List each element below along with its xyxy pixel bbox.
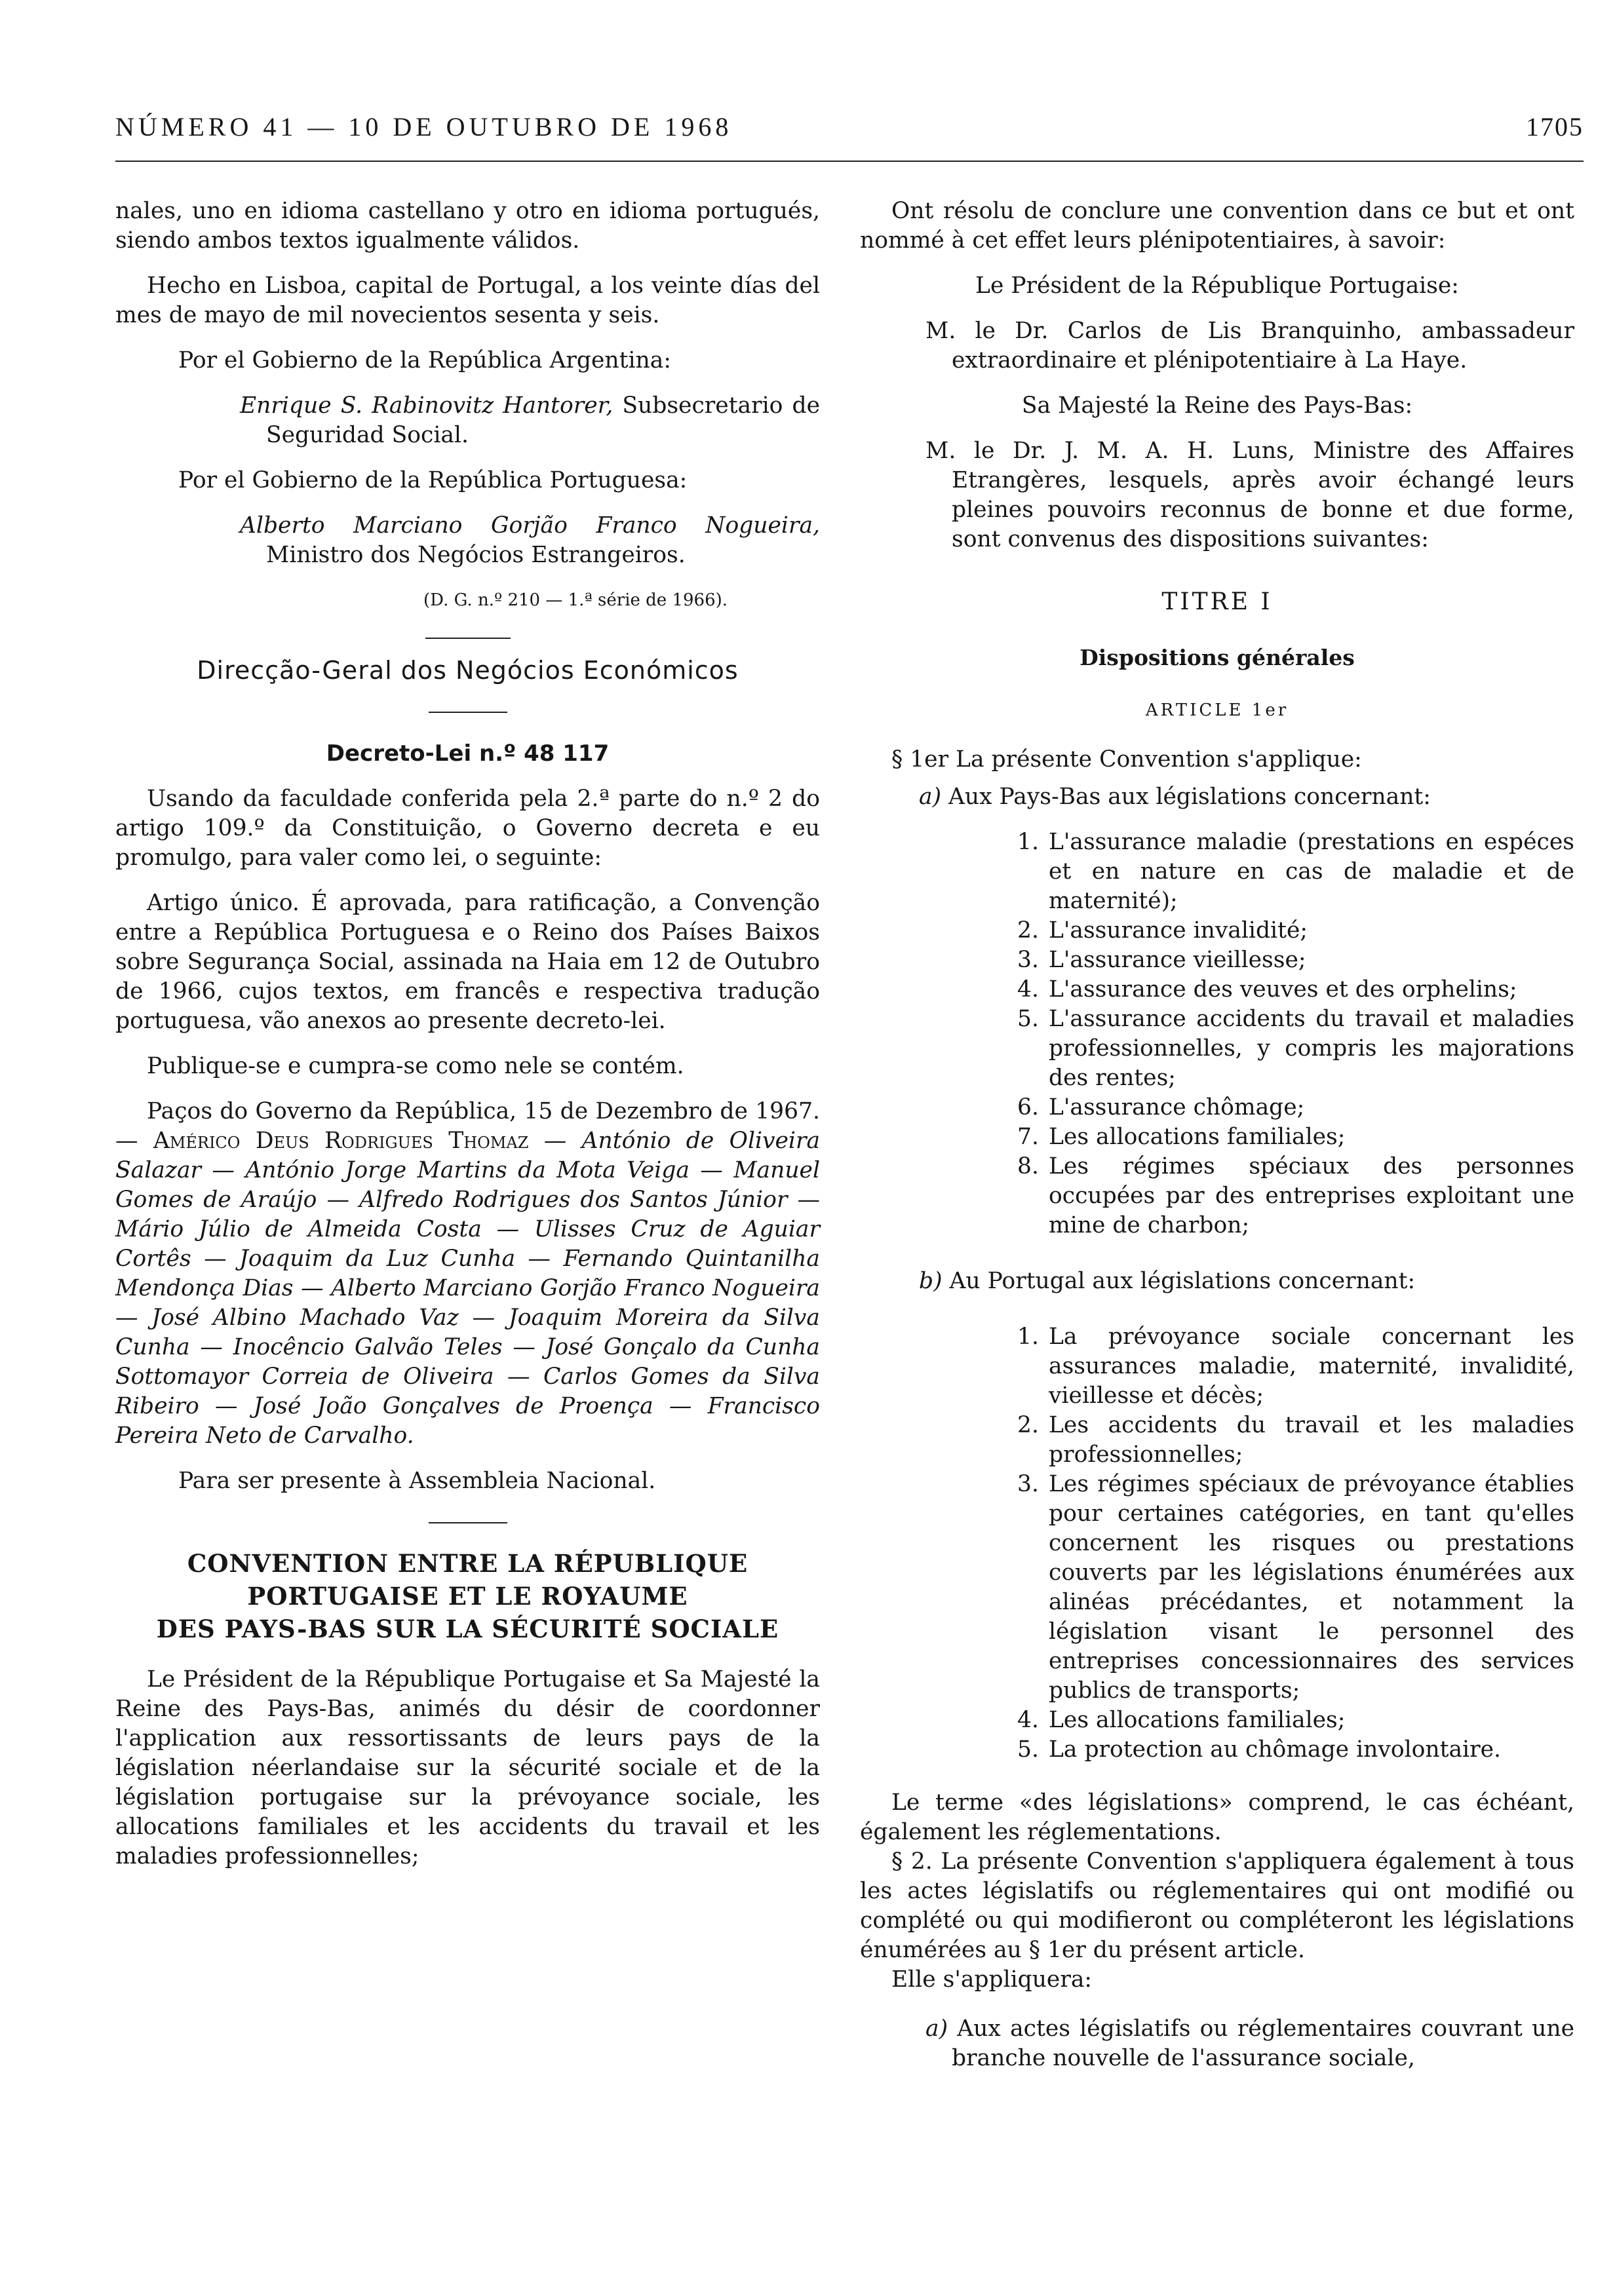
- list-intro-text: Au Portugal aux législations concernant:: [949, 1268, 1416, 1294]
- list-item-text: L'assurance invalidité;: [1049, 917, 1308, 944]
- list-item: [1017, 916, 1574, 946]
- list-item: [1017, 975, 1574, 1004]
- list-marker: a): [925, 2016, 948, 2042]
- list-item-text: L'assurance chômage;: [1049, 1094, 1305, 1120]
- list-intro: [860, 2014, 1574, 2073]
- list-item: [1017, 1122, 1574, 1152]
- signature-label: Por el Gobierno de la República Argentina:: [178, 347, 671, 373]
- paragraph: Hecho en Lisboa, capital de Portugal, a los veinte días del mes de mayo de mil novecientos sesenta y seis.: [115, 273, 820, 328]
- paragraph: Usando da faculdade conferida pela 2.ª parte do n.º 2 do artigo 109.º da Constituição, o Governo decreta e eu promulgo, para valer como lei, o seguinte:: [115, 786, 820, 871]
- paragraph: § 2. La présente Convention s'appliquera également à tous les actes législatifs ou réglementaires qui ont modifié ou complété ou qui modifieront ou compléteront les législations énumérées au § 1er du présent article.: [860, 1848, 1574, 1963]
- list-intro: [860, 1267, 1574, 1296]
- paragraph: Artigo único. É aprovada, para ratificação, a Convenção entre a República Portuguesa e o Reino dos Países Baixos sobre Segurança Social, assinada na Haia em 12 de Outubro de 1966, cujos textos, em francês e respectiva tradução portuguesa, vão anexos ao presente decreto-lei.: [115, 890, 820, 1034]
- paragraph: Ont résolu de conclure une convention dans ce but et ont nommé à cet effet leurs plénipotentiaires, à savoir:: [860, 198, 1574, 254]
- list-portugal: [860, 1322, 1574, 1765]
- issue-header: NÚMERO 41 — 10 DE OUTUBRO DE 1968: [115, 112, 733, 142]
- signatory-name: Enrique S. Rabinovitz Hantorer,: [240, 392, 613, 419]
- gazette-reference: (D. G. n.º 210 — 1.ª série de 1966).: [423, 590, 728, 610]
- separator: [429, 1522, 507, 1523]
- list-item-text: L'assurance des veuves et des orphelins;: [1049, 976, 1517, 1003]
- list-item-number: 4.: [1017, 976, 1039, 1003]
- paragraph: Para ser presente à Assembleia Nacional.: [178, 1468, 656, 1494]
- signatory-role: Ministro dos Negócios Estrangeiros.: [266, 542, 686, 568]
- list-item: [1017, 828, 1574, 916]
- president-name: Américo Deus Rodrigues Thomaz: [153, 1128, 529, 1154]
- paragraph: Publique-se e cumpra-se como nele se contém.: [147, 1053, 684, 1079]
- list-item-number: 5.: [1017, 1006, 1039, 1032]
- paragraph: Le Président de la République Portugaise:: [975, 273, 1459, 299]
- paragraph: M. le Dr. J. M. A. H. Luns, Ministre des Affaires Etrangères, lesquels, après avoir échangé leurs pleines pouvoirs reconnus de bonne et due forme, sont convenus des dispositions suivantes:: [925, 438, 1574, 552]
- list-item: [1017, 1004, 1574, 1093]
- paragraph: M. le Dr. Carlos de Lis Branquinho, ambassadeur extraordinaire et plénipotentiaire à La Haye.: [925, 318, 1574, 373]
- list-intro-text: Aux Pays-Bas aux législations concernant:: [948, 784, 1431, 810]
- list-item-number: 7.: [1017, 1124, 1039, 1150]
- ministers-names: — António de Oliveira Salazar — António Jorge Martins da Mota Veiga — Manuel Gomes de Araújo — Alfredo Rodrigues dos Santos Júnior — Mário Júlio de Almeida Costa — Ulisses Cruz de Aguiar Cortês — Joaquim da Luz Cunha — Fernando Quintanilha Mendonça Dias — Alberto Marciano Gorjão Franco Nogueira — José Albino Machado Vaz — Joaquim Moreira da Silva Cunha — Inocêncio Galvão Teles — José Gonçalo da Cunha Sottomayor Correia de Oliveira — Carlos Gomes da Silva Ribeiro — José João Gonçalves de Proença — Francisco Pereira Neto de Carvalho.: [115, 1128, 821, 1449]
- list-item-text: La prévoyance sociale concernant les assurances maladie, maternité, invalidité, vieillesse et décès;: [1049, 1324, 1574, 1409]
- list-item: [1017, 1470, 1574, 1706]
- list-item-text: Les régimes spéciaux de prévoyance établies pour certaines catégories, en tant qu'elles concernent les risques ou prestations couverts par les législations énumérées aux alinéas précédantes, et notamment la législation visant le personnel des entreprises concessionnaires des services publics de transports;: [1049, 1471, 1574, 1704]
- list-item-text: Les allocations familiales;: [1049, 1124, 1346, 1150]
- paragraph: Le Président de la République Portugaise et Sa Majesté la Reine des Pays-Bas, animés du désir de coordonner l'application aux ressortissants de leurs pays de la législation néerlandaise sur la sécurité sociale et de la législation portugaise sur la prévoyance sociale, les allocations familiales et les accidents du travail et les maladies professionnelles;: [115, 1666, 820, 1869]
- right-column: [860, 197, 1574, 2073]
- convention-title-line: DES PAYS-BAS SUR LA SÉCURITÉ SOCIALE: [156, 1615, 779, 1643]
- title-heading: TITRE I: [1161, 588, 1273, 615]
- list-item: [1017, 1411, 1574, 1470]
- list-item-text: Les allocations familiales;: [1049, 1707, 1346, 1733]
- list-item-number: 1.: [1017, 829, 1039, 855]
- date-text: Paços do Governo da República, 15 de Dezembro de 1967. —: [115, 1098, 820, 1154]
- list-item-number: 3.: [1017, 1471, 1039, 1497]
- list-item-text: L'assurance maladie (prestations en espéces et en nature en cas de maladie et de maternité);: [1049, 829, 1574, 914]
- list-item-number: 4.: [1017, 1707, 1039, 1733]
- list-item-number: 1.: [1017, 1324, 1039, 1350]
- convention-title-line: PORTUGAISE ET LE ROYAUME: [247, 1582, 688, 1611]
- convention-title-line: CONVENTION ENTRE LA RÉPUBLIQUE: [187, 1549, 749, 1578]
- list-item-number: 3.: [1017, 947, 1039, 973]
- paragraph: nales, uno en idioma castellano y otro en idioma portugués, siendo ambos textos igualmente válidos.: [115, 198, 820, 254]
- list-intro-text: Aux actes législatifs ou réglementaires couvrant une branche nouvelle de l'assurance sociale,: [952, 2016, 1575, 2071]
- list-item-text: L'assurance vieillesse;: [1049, 947, 1306, 973]
- article-heading: ARTICLE 1er: [1145, 700, 1289, 720]
- paragraph: Le terme «des législations» comprend, le cas échéant, également les réglementations.: [860, 1789, 1574, 1845]
- paragraph: Sa Majesté la Reine des Pays-Bas:: [1021, 392, 1413, 419]
- list-item-text: La protection au chômage involontaire.: [1049, 1736, 1501, 1763]
- signature-label: Por el Gobierno de la República Portuguesa:: [178, 467, 688, 493]
- list-item-number: 8.: [1017, 1153, 1039, 1179]
- list-item-number: 2.: [1017, 1412, 1039, 1438]
- signature: [115, 511, 820, 570]
- running-header: [115, 111, 1584, 142]
- section-heading: Dispositions générales: [1080, 645, 1355, 670]
- signature: [115, 391, 820, 450]
- header-rule: [115, 161, 1584, 162]
- list-item-text: Les régimes spéciaux des personnes occupées par des entreprises exploitant une mine de charbon;: [1049, 1153, 1574, 1238]
- signatory-role: Subsecretario de Seguridad Social.: [266, 392, 820, 448]
- list-item: [1017, 946, 1574, 975]
- list-intro: [860, 782, 1574, 812]
- paragraph: § 1er La présente Convention s'applique:: [891, 746, 1362, 773]
- left-column: [115, 197, 820, 1871]
- page-number: 1705: [1526, 112, 1584, 142]
- list-item-text: Les accidents du travail et les maladies professionnelles;: [1049, 1412, 1574, 1468]
- list-netherlands: [860, 828, 1574, 1240]
- signatory-name: Alberto Marciano Gorjão Franco Nogueira,: [240, 512, 820, 539]
- list-marker: b): [919, 1268, 943, 1294]
- separator: [425, 638, 511, 639]
- list-marker: a): [919, 784, 942, 810]
- list-item: [1017, 1735, 1574, 1765]
- list-item: [1017, 1322, 1574, 1411]
- list-item-number: 2.: [1017, 917, 1039, 944]
- list-item: [1017, 1152, 1574, 1240]
- paragraph: Elle s'appliquera:: [891, 1966, 1093, 1993]
- list-item-number: 5.: [1017, 1736, 1039, 1763]
- decree-heading: Decreto-Lei n.º 48 117: [326, 740, 610, 767]
- list-item-number: 6.: [1017, 1094, 1039, 1120]
- list-item-text: L'assurance accidents du travail et maladies professionnelles, y compris les majorations des rentes;: [1049, 1006, 1574, 1091]
- list-item: [1017, 1093, 1574, 1122]
- department-heading: Direcção-Geral dos Negócios Económicos: [197, 656, 739, 685]
- separator: [429, 712, 507, 713]
- signatures-paragraph: [115, 1097, 820, 1451]
- list-item: [1017, 1706, 1574, 1735]
